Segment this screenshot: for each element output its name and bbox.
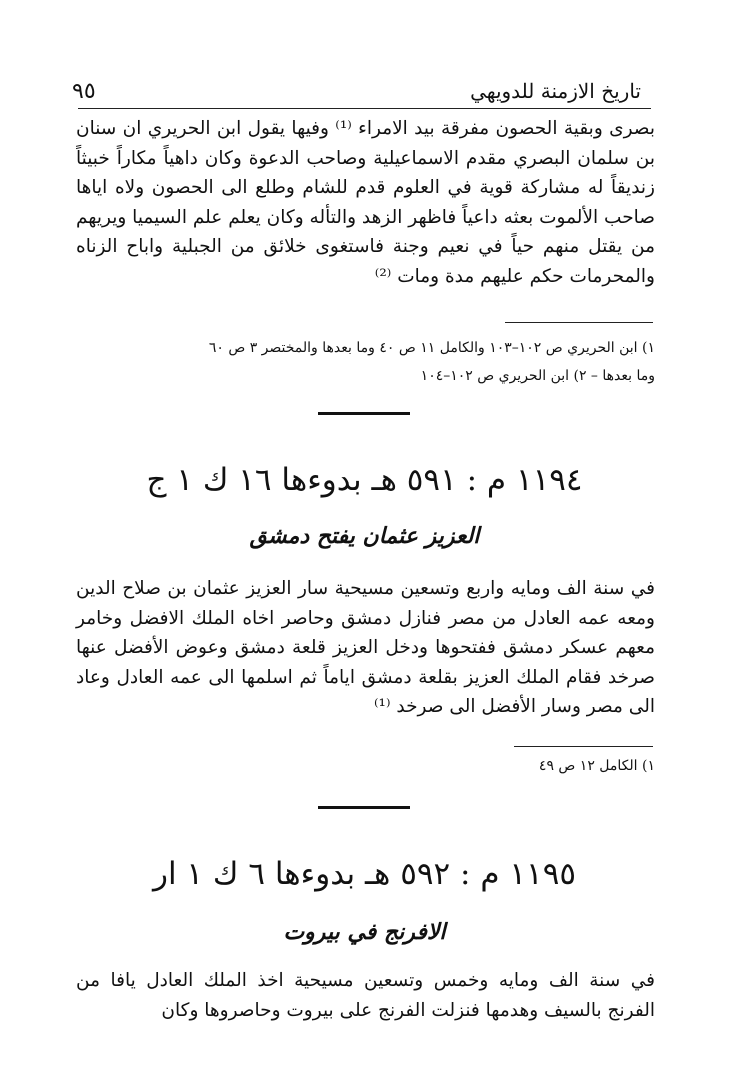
section-subtitle: العزيز عثمان يفتح دمشق — [249, 523, 480, 549]
running-title: تاريخ الازمنة للدويهي — [470, 79, 641, 103]
footnote-line: ١) ابن الحريري ص ١٠٢–١٠٣ والكامل ١١ ص ٤٠ وما بعدها والمختصر ٣ ص ٦٠ — [208, 340, 655, 356]
section-paragraph: في سنة الف ومايه وخمس وتسعين مسيحية اخذ الملك العادل يافا من الفرنج بالسيف وهدمها فنزلت الفرنج على بيروت وحاصروها وكان — [76, 970, 655, 1021]
section-paragraph: في سنة الف ومايه واربع وتسعين مسيحية سار العزيز عثمان بن صلاح الدين ومعه عمه العادل من مصر فنازل دمشق وحاصر اخاه الملك الافضل وخامر معهم عسكر دمشق ففتحوها ودخل العزيز قلعة دمشق وعوض الأفضل عنها صرخد فقام الملك العزيز بقلعة دمشق اياماً ثم اسلمها الى عمه العادل وعاد الى مصر وسار الأفضل الى صرخد ⁽¹⁾ — [76, 578, 655, 717]
section-subtitle: الافرنج في بيروت — [283, 919, 446, 945]
section-separator — [318, 806, 410, 809]
footnote-line: وما بعدها – ٢) ابن الحريري ص ١٠٢–١٠٤ — [420, 368, 655, 384]
year-heading: ١١٩٤ م : ٥٩١ هـ بدوءها ١٦ ك ١ ج — [146, 462, 583, 498]
footnote-rule — [514, 746, 653, 747]
continued-paragraph: بصرى وبقية الحصون مفرقة بيد الامراء ⁽¹⁾ وفيها يقول ابن الحريري ان سنان بن سلمان البصري مقدم الاسماعيلية وصاحب الدعوة وكان داهياً مكاراً خبيثاً زنديقاً له مشاركة قوية في العلوم قدم للشام وطلع الى الحصون ولاه اياها صاحب الألموت بعثه داعياً فاظهر الزهد والتأله وكان يعلم علم السيميا ويريهم من يقتل منهم حياً في نعيم وجنة فاستغوى خلائق من الجبلية واباح الزناه والمحرمات حكم عليهم مدة ومات ⁽²⁾ — [76, 118, 655, 287]
header-rule — [78, 108, 651, 109]
footnote-rule — [505, 322, 653, 323]
footnote-line: ١) الكامل ١٢ ص ٤٩ — [538, 758, 655, 774]
year-heading: ١١٩٥ م : ٥٩٢ هـ بدوءها ٦ ك ١ ار — [152, 856, 576, 892]
section-separator — [318, 412, 410, 415]
page-number: ٩٥ — [72, 78, 96, 104]
page-header — [72, 74, 641, 108]
